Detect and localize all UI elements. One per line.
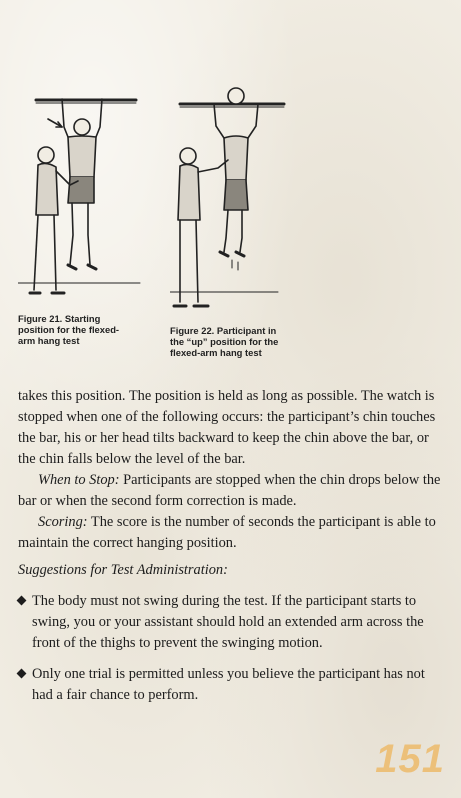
- bullet-item: [18, 664, 446, 706]
- figure-22-illustration: [170, 80, 300, 320]
- diamond-bullet-icon: [17, 669, 27, 679]
- bullet-item: [18, 591, 446, 654]
- figure-21-caption: Figure 21. Starting position for the flexed-arm hang test: [18, 313, 120, 346]
- bullet-text: Only one trial is permitted unless you believe the participant has not had a fair chance to perform.: [32, 666, 425, 703]
- body-text: [18, 386, 446, 706]
- paragraph-continued: takes this position. The position is held as long as possible. The watch is stopped when one of the following occurs: the participant’s chin touches the bar, his or her head tilts backward to keep the chin above the bar, or the chin falls below the level of the bar.: [18, 388, 436, 467]
- scoring-text: The score is the number of seconds the participant is able to maintain the correct hanging position.: [18, 514, 436, 551]
- scoring-label: Scoring:: [38, 514, 88, 530]
- when-to-stop-paragraph: [18, 470, 446, 512]
- diamond-bullet-icon: [17, 596, 27, 606]
- scoring-paragraph: [18, 512, 446, 554]
- page-number: 151: [375, 737, 445, 781]
- suggestions-heading: Suggestions for Test Administration:: [18, 562, 228, 578]
- when-to-stop-text: Participants are stopped when the chin drops below the bar or when the second form correction is made.: [18, 472, 441, 509]
- when-to-stop-label: When to Stop:: [38, 472, 120, 488]
- figure-21-illustration: [18, 85, 168, 310]
- figure-22-caption: Figure 22. Participant in the “up” position for the flexed-arm hang test: [170, 325, 279, 358]
- bullet-text: The body must not swing during the test. If the participant starts to swing, you or your assistant should hold an extended arm across the front of the thighs to prevent the swinging motion.: [32, 593, 424, 651]
